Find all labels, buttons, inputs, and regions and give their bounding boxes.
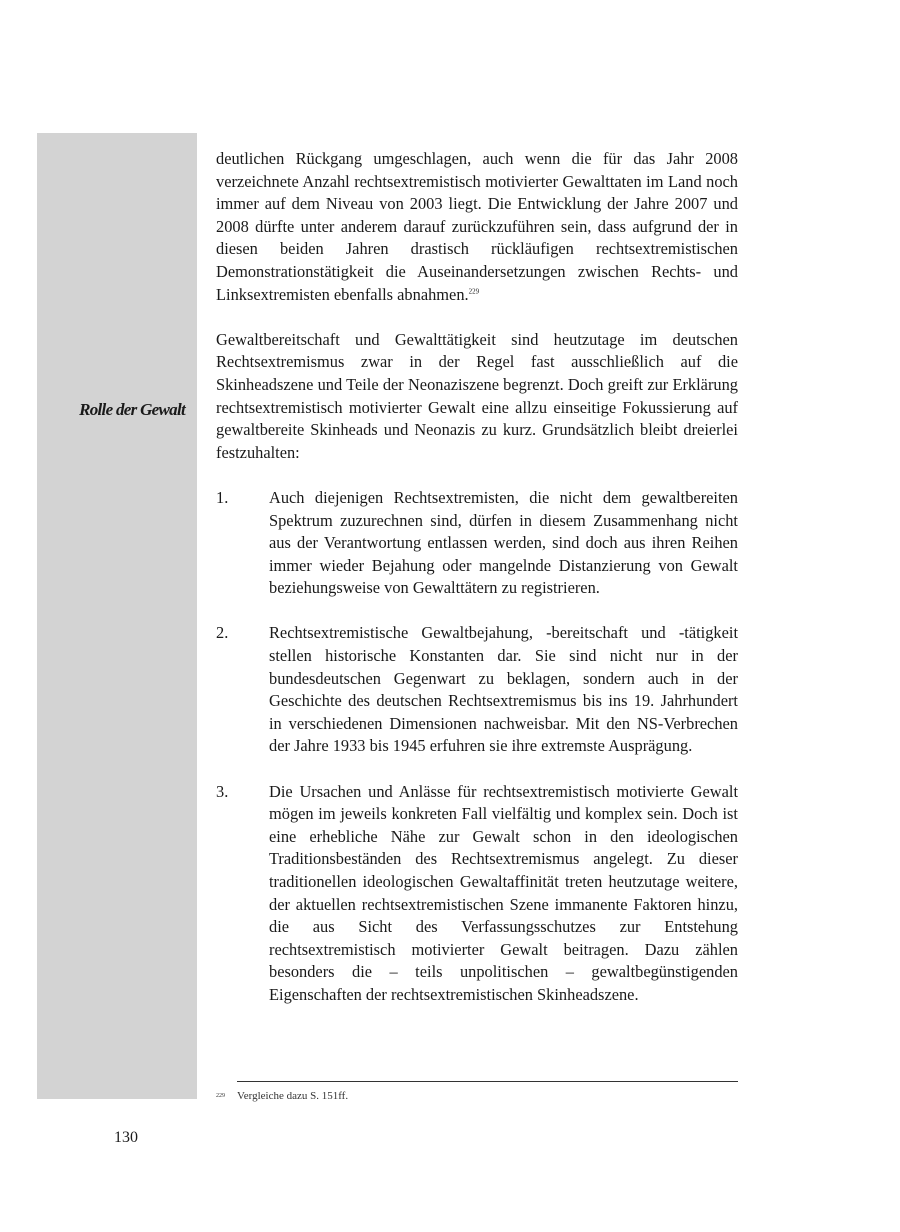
list-text: Die Ursachen und Anlässe für rechtsextremistisch motivierte Gewalt mögen im jeweils konkreten Fall vielfältig und komplex sein. Doch ist eine erhebliche Nähe zur Gewalt schon in den ideologischen Traditionsbeständen des Rechtsextremismus angelegt. Zu dieser traditionellen ideologischen Gewaltaffinität treten heutzutage weitere, der aktuellen rechtsextremistischen Szene immanente Faktoren hinzu, die aus Sicht des Verfassungsschutzes zur Entstehung rechtsextremistisch motivierter Gewalt beitragen. Dazu zählen besonders die – teils unpolitischen – gewaltbegünstigenden Eigenschaften der rechtsextremistischen Skinheadszene. [269,781,738,1004]
margin-note: Rolle der Gewalt [79,400,185,419]
list-text: Rechtsextremistische Gewaltbejahung, -bereitschaft und -tätigkeit stellen historische Konstanten dar. Sie sind nicht nur in der bundesdeutschen Gegenwart zu beklagen, sondern auch in der Geschichte des deutschen Rechtsextremismus bis ins 19. Jahrhundert in verschiedenen Dimensionen nachweisbar. Mit den NS-Verbrechen der Jahre 1933 bis 1945 erfuhren sie ihre extremste Ausprägung. [269,623,738,756]
list-item-1 [216,487,738,600]
list-number: 1. [216,487,229,507]
footnote-divider [237,1081,738,1082]
footnote-number: 229 [216,1093,225,1099]
footnote-reference[interactable]: 229 [468,287,480,296]
page-number: 130 [114,1129,138,1146]
footnote [216,1089,348,1103]
list-item-2 [216,622,738,758]
footnote-text: Vergleiche dazu S. 151ff. [237,1090,349,1102]
paragraph-1-text: deutlichen Rückgang umgeschlagen, auch wenn die für das Jahr 2008 verzeichnete Anzahl rechtsextremistisch motivierter Gewalttaten im Land noch immer auf dem Niveau von 2003 liegt. Die Entwicklung der Jahre 2007 und 2008 dürfte unter anderem darauf zurückzuführen sein, dass aufgrund der in diesen beiden Jahren drastisch rückläufigen rechtsextremistischen Demonstrationstätigkeit die Auseinandersetzungen zwischen Rechts- und Linksextremisten ebenfalls abnahmen. [216,149,738,304]
paragraph-1 [216,148,738,306]
list-number: 3. [216,781,229,801]
paragraph-2: Gewaltbereitschaft und Gewalttätigkeit sind heutzutage im deutschen Rechtsextremismus zwar in der Regel fast ausschließlich auf die Skinheadszene und Teile der Neonaziszene begrenzt. Doch greift zur Erklärung rechtsextremistisch motivierter Gewalt eine allzu einseitige Fokussierung auf gewaltbereite Skinheads und Neonazis zu kurz. Grundsätzlich bleibt dreierlei festzuhalten: [216,329,738,462]
main-text-column [216,148,738,1029]
list-number: 2. [216,623,229,643]
margin-sidebar [37,133,197,1099]
list-text: Auch diejenigen Rechtsextremisten, die nicht dem gewaltbereiten Spektrum zuzurechnen sind, dürfen in diesem Zusammenhang nicht aus der Verantwortung entlassen werden, sind doch aus ihren Reihen immer wieder Bejahung oder mangelnde Distanzierung von Gewalt beziehungsweise von Gewalttätern zu registrieren. [269,487,738,598]
list-item-3 [216,781,738,1007]
